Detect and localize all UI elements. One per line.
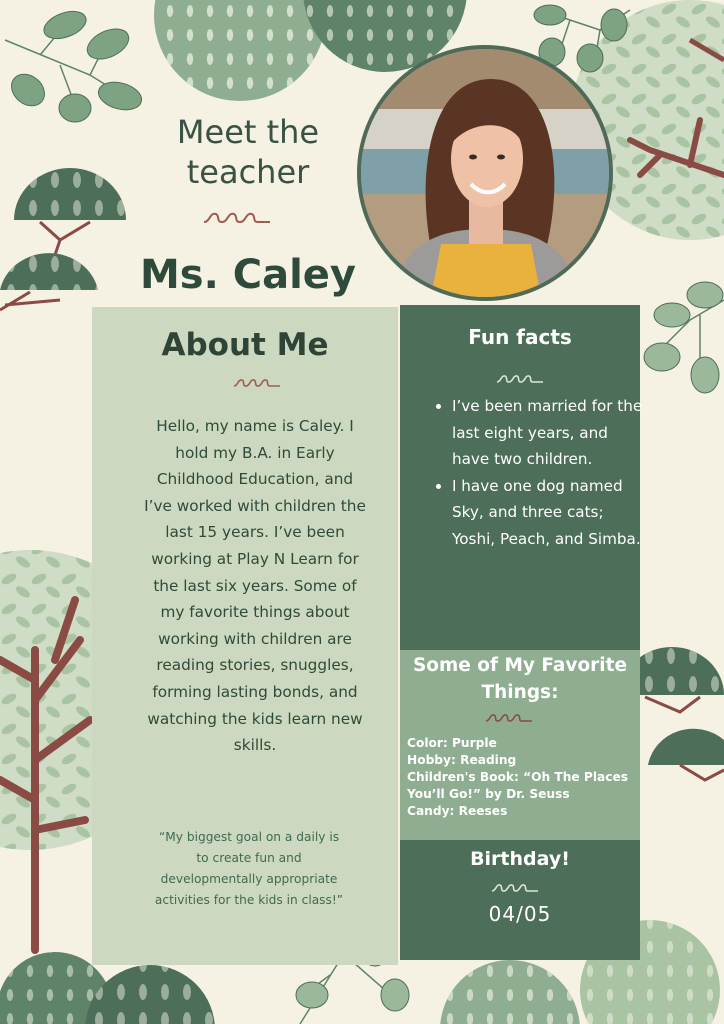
fun-facts-squiggle-divider bbox=[495, 373, 545, 385]
page-title: Meet the teacher bbox=[176, 113, 320, 191]
favorite-item: Candy: Reeses bbox=[407, 804, 508, 818]
favorites-squiggle-divider bbox=[484, 712, 534, 724]
fun-facts-panel bbox=[400, 305, 643, 650]
fun-fact-item: • I have one dog named Sky, and three cats; Yoshi, Peach, and Simba. bbox=[452, 473, 647, 553]
birthday-panel bbox=[400, 840, 640, 960]
birthday-heading: Birthday! bbox=[470, 848, 570, 870]
fun-facts-list bbox=[430, 393, 647, 553]
about-me-text: Hello, my name is Caley. I hold my B.A. in Early Childhood Education, and I’ve worked with children the last 15 years. I’ve been working at Play N Learn for the last six years. Some of my favorite things about working with children are reading stories, snuggles, forming lasting bonds, and watching the kids learn new skills. bbox=[144, 417, 366, 755]
about-me-panel bbox=[92, 307, 398, 965]
favorite-item: Children's Book: “Oh The Places You’ll Go!” by Dr. Seuss bbox=[407, 770, 629, 801]
about-me-heading: About Me bbox=[161, 327, 329, 363]
favorite-item: Hobby: Reading bbox=[407, 753, 517, 767]
birthday-date: 04/05 bbox=[488, 902, 552, 926]
favorite-item: Color: Purple bbox=[407, 736, 497, 750]
teacher-name: Ms. Caley bbox=[140, 252, 356, 298]
teacher-photo bbox=[357, 45, 613, 301]
birthday-squiggle-divider bbox=[490, 882, 540, 894]
fun-fact-item: • I’ve been married for the last eight years, and have two children. bbox=[452, 393, 647, 473]
favorite-things-list bbox=[407, 735, 637, 820]
favorite-things-panel bbox=[400, 650, 640, 840]
title-squiggle-divider bbox=[202, 210, 272, 226]
favorite-things-heading: Some of My Favorite Things: bbox=[412, 655, 628, 703]
about-squiggle-divider bbox=[232, 377, 282, 389]
teacher-quote: “My biggest goal on a daily is to create fun and developmentally appropriate activities for the kids in class!” bbox=[154, 830, 344, 907]
fun-facts-heading: Fun facts bbox=[468, 325, 572, 349]
